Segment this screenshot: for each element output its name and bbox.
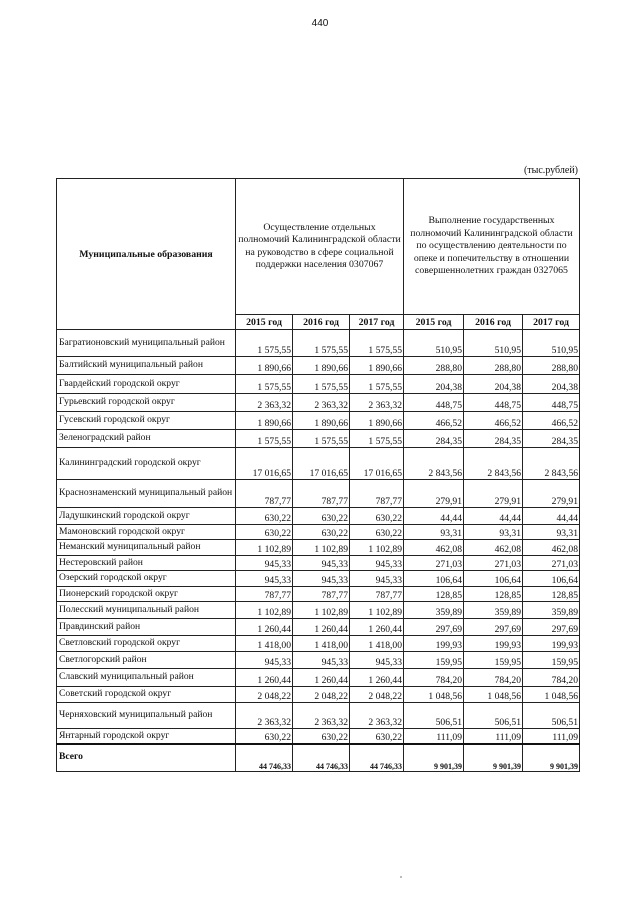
value-cell: 630,22 xyxy=(293,525,350,540)
value-cell: 159,95 xyxy=(404,652,464,669)
table-row xyxy=(57,357,580,375)
municipality-name: Славский муниципальный район xyxy=(57,669,236,687)
value-cell: 787,77 xyxy=(293,480,350,508)
value-cell: 279,91 xyxy=(523,480,580,508)
municipality-name: Балтийский муниципальный район xyxy=(57,357,236,375)
municipality-name: Янтарный городской округ xyxy=(57,729,236,744)
units-label: (тыс.рублей) xyxy=(523,165,578,176)
table-body xyxy=(57,330,580,744)
value-cell: 284,35 xyxy=(464,430,523,448)
value-cell: 630,22 xyxy=(236,729,293,744)
municipality-name: Багратионовский муниципальный район xyxy=(57,330,236,357)
value-cell: 945,33 xyxy=(236,571,293,587)
value-cell: 93,31 xyxy=(523,525,580,540)
value-cell: 1 102,89 xyxy=(293,540,350,556)
value-cell: 2 363,32 xyxy=(293,703,350,729)
value-cell: 506,51 xyxy=(404,703,464,729)
value-cell: 630,22 xyxy=(293,729,350,744)
municipality-name: Зеленоградский район xyxy=(57,430,236,448)
value-cell: 288,80 xyxy=(404,357,464,375)
value-cell: 1 102,89 xyxy=(293,602,350,619)
municipality-name: Гурьевский городской округ xyxy=(57,394,236,412)
value-cell: 284,35 xyxy=(523,430,580,448)
value-cell: 1 102,89 xyxy=(350,602,404,619)
year-header: 2016 год xyxy=(464,315,523,330)
value-cell: 1 260,44 xyxy=(350,669,404,687)
table-row xyxy=(57,636,580,652)
total-label: Всего xyxy=(57,744,236,772)
year-header: 2015 год xyxy=(404,315,464,330)
municipality-name: Полесский муниципальный район xyxy=(57,602,236,619)
value-cell: 2 048,22 xyxy=(293,687,350,703)
value-cell: 1 575,55 xyxy=(236,430,293,448)
total-value: 9 901,39 xyxy=(523,744,580,772)
value-cell: 284,35 xyxy=(404,430,464,448)
value-cell: 297,69 xyxy=(404,619,464,636)
value-cell: 1 102,89 xyxy=(350,540,404,556)
value-cell: 111,09 xyxy=(523,729,580,744)
value-cell: 1 890,66 xyxy=(350,412,404,430)
table-row xyxy=(57,571,580,587)
value-cell: 2 363,32 xyxy=(236,703,293,729)
value-cell: 1 890,66 xyxy=(350,357,404,375)
municipality-name: Краснознаменский муниципальный район xyxy=(57,480,236,508)
value-cell: 159,95 xyxy=(523,652,580,669)
value-cell: 297,69 xyxy=(523,619,580,636)
table-row xyxy=(57,375,580,394)
value-cell: 510,95 xyxy=(404,330,464,357)
value-cell: 945,33 xyxy=(293,556,350,571)
value-cell: 359,89 xyxy=(523,602,580,619)
table-row xyxy=(57,556,580,571)
value-cell: 466,52 xyxy=(523,412,580,430)
municipality-name: Нестеровский район xyxy=(57,556,236,571)
value-cell: 945,33 xyxy=(236,556,293,571)
value-cell: 1 048,56 xyxy=(464,687,523,703)
value-cell: 93,31 xyxy=(404,525,464,540)
value-cell: 945,33 xyxy=(350,571,404,587)
value-cell: 945,33 xyxy=(350,556,404,571)
value-cell: 510,95 xyxy=(464,330,523,357)
value-cell: 297,69 xyxy=(464,619,523,636)
value-cell: 630,22 xyxy=(350,729,404,744)
header-group-guardianship: Выполнение государственных полномочий Калининградской области по осуществлению деятельности по опеке и попечительству в отношении совершеннолетних граждан 0327065 xyxy=(404,179,580,315)
value-cell: 93,31 xyxy=(464,525,523,540)
value-cell: 630,22 xyxy=(350,525,404,540)
value-cell: 128,85 xyxy=(523,587,580,602)
municipality-name: Гусевский городской округ xyxy=(57,412,236,430)
value-cell: 1 102,89 xyxy=(236,540,293,556)
value-cell: 1 260,44 xyxy=(236,669,293,687)
header-municipality: Муниципальные образования xyxy=(57,179,236,330)
value-cell: 111,09 xyxy=(464,729,523,744)
value-cell: 1 890,66 xyxy=(236,357,293,375)
value-cell: 128,85 xyxy=(404,587,464,602)
value-cell: 1 260,44 xyxy=(293,669,350,687)
municipality-name: Пионерский городской округ xyxy=(57,587,236,602)
value-cell: 784,20 xyxy=(523,669,580,687)
table-row xyxy=(57,412,580,430)
table-row xyxy=(57,602,580,619)
table-header-row xyxy=(57,179,580,315)
value-cell: 1 575,55 xyxy=(293,375,350,394)
value-cell: 271,03 xyxy=(404,556,464,571)
value-cell: 17 016,65 xyxy=(293,448,350,480)
municipality-name: Светловский городской округ xyxy=(57,636,236,652)
municipality-name: Светлогорский район xyxy=(57,652,236,669)
municipality-name: Советский городской округ xyxy=(57,687,236,703)
value-cell: 1 260,44 xyxy=(236,619,293,636)
value-cell: 159,95 xyxy=(464,652,523,669)
value-cell: 44,44 xyxy=(464,508,523,525)
table-row xyxy=(57,430,580,448)
year-header: 2017 год xyxy=(350,315,404,330)
municipality-name: Озерский городской округ xyxy=(57,571,236,587)
value-cell: 44,44 xyxy=(404,508,464,525)
value-cell: 784,20 xyxy=(404,669,464,687)
value-cell: 199,93 xyxy=(404,636,464,652)
value-cell: 787,77 xyxy=(293,587,350,602)
value-cell: 204,38 xyxy=(404,375,464,394)
subvention-table xyxy=(56,178,580,772)
value-cell: 1 418,00 xyxy=(350,636,404,652)
value-cell: 784,20 xyxy=(464,669,523,687)
municipality-name: Ладушкинский городской округ xyxy=(57,508,236,525)
table-row xyxy=(57,330,580,357)
value-cell: 2 363,32 xyxy=(350,703,404,729)
value-cell: 506,51 xyxy=(523,703,580,729)
header-group-social-support: Осуществление отдельных полномочий Калининградской области на руководство в сфере социальной поддержки населения 0307067 xyxy=(236,179,404,315)
value-cell: 359,89 xyxy=(404,602,464,619)
value-cell: 1 890,66 xyxy=(293,412,350,430)
value-cell: 2 843,56 xyxy=(464,448,523,480)
value-cell: 359,89 xyxy=(464,602,523,619)
municipality-name: Правдинский район xyxy=(57,619,236,636)
value-cell: 271,03 xyxy=(464,556,523,571)
table-row xyxy=(57,525,580,540)
table-row xyxy=(57,480,580,508)
total-value: 44 746,33 xyxy=(236,744,293,772)
total-value: 44 746,33 xyxy=(350,744,404,772)
value-cell: 17 016,65 xyxy=(350,448,404,480)
value-cell: 787,77 xyxy=(236,587,293,602)
value-cell: 1 418,00 xyxy=(236,636,293,652)
value-cell: 630,22 xyxy=(236,508,293,525)
table-row xyxy=(57,669,580,687)
value-cell: 1 418,00 xyxy=(293,636,350,652)
value-cell: 462,08 xyxy=(404,540,464,556)
table-row xyxy=(57,508,580,525)
table-row xyxy=(57,729,580,744)
value-cell: 945,33 xyxy=(350,652,404,669)
year-header: 2017 год xyxy=(523,315,580,330)
value-cell: 44,44 xyxy=(523,508,580,525)
municipality-name: Неманский муниципальный район xyxy=(57,540,236,556)
page-number: 440 xyxy=(311,18,329,29)
value-cell: 199,93 xyxy=(464,636,523,652)
value-cell: 279,91 xyxy=(404,480,464,508)
value-cell: 2 843,56 xyxy=(523,448,580,480)
value-cell: 1 260,44 xyxy=(293,619,350,636)
value-cell: 506,51 xyxy=(464,703,523,729)
year-header: 2016 год xyxy=(293,315,350,330)
value-cell: 1 575,55 xyxy=(350,330,404,357)
table-row xyxy=(57,448,580,480)
total-row xyxy=(57,744,580,772)
table-row xyxy=(57,619,580,636)
scan-speck xyxy=(400,876,402,878)
value-cell: 2 048,22 xyxy=(236,687,293,703)
value-cell: 1 575,55 xyxy=(350,430,404,448)
value-cell: 787,77 xyxy=(350,480,404,508)
value-cell: 128,85 xyxy=(464,587,523,602)
total-value: 9 901,39 xyxy=(404,744,464,772)
municipality-name: Черняховский муниципальный район xyxy=(57,703,236,729)
value-cell: 462,08 xyxy=(464,540,523,556)
value-cell: 787,77 xyxy=(236,480,293,508)
value-cell: 106,64 xyxy=(464,571,523,587)
value-cell: 2 363,32 xyxy=(236,394,293,412)
value-cell: 462,08 xyxy=(523,540,580,556)
value-cell: 466,52 xyxy=(404,412,464,430)
value-cell: 271,03 xyxy=(523,556,580,571)
total-value: 9 901,39 xyxy=(464,744,523,772)
value-cell: 106,64 xyxy=(523,571,580,587)
value-cell: 279,91 xyxy=(464,480,523,508)
value-cell: 448,75 xyxy=(404,394,464,412)
value-cell: 2 363,32 xyxy=(293,394,350,412)
table-row xyxy=(57,703,580,729)
year-header: 2015 год xyxy=(236,315,293,330)
value-cell: 288,80 xyxy=(523,357,580,375)
value-cell: 1 048,56 xyxy=(523,687,580,703)
value-cell: 448,75 xyxy=(464,394,523,412)
municipality-name: Мамоновский городской округ xyxy=(57,525,236,540)
value-cell: 1 575,55 xyxy=(236,375,293,394)
value-cell: 1 260,44 xyxy=(350,619,404,636)
value-cell: 630,22 xyxy=(293,508,350,525)
table-row xyxy=(57,540,580,556)
table-row xyxy=(57,687,580,703)
value-cell: 630,22 xyxy=(350,508,404,525)
municipality-name: Калининградский городской округ xyxy=(57,448,236,480)
value-cell: 448,75 xyxy=(523,394,580,412)
value-cell: 787,77 xyxy=(350,587,404,602)
value-cell: 1 048,56 xyxy=(404,687,464,703)
value-cell: 1 575,55 xyxy=(293,330,350,357)
value-cell: 945,33 xyxy=(293,652,350,669)
value-cell: 2 363,32 xyxy=(350,394,404,412)
value-cell: 1 575,55 xyxy=(350,375,404,394)
value-cell: 288,80 xyxy=(464,357,523,375)
value-cell: 510,95 xyxy=(523,330,580,357)
value-cell: 945,33 xyxy=(236,652,293,669)
value-cell: 2 843,56 xyxy=(404,448,464,480)
value-cell: 204,38 xyxy=(523,375,580,394)
value-cell: 1 102,89 xyxy=(236,602,293,619)
total-value: 44 746,33 xyxy=(293,744,350,772)
value-cell: 2 048,22 xyxy=(350,687,404,703)
table-row xyxy=(57,394,580,412)
value-cell: 466,52 xyxy=(464,412,523,430)
value-cell: 1 890,66 xyxy=(293,357,350,375)
value-cell: 204,38 xyxy=(464,375,523,394)
value-cell: 630,22 xyxy=(236,525,293,540)
municipality-name: Гвардейский городской округ xyxy=(57,375,236,394)
value-cell: 945,33 xyxy=(293,571,350,587)
table-row xyxy=(57,587,580,602)
value-cell: 111,09 xyxy=(404,729,464,744)
value-cell: 1 890,66 xyxy=(236,412,293,430)
table-row xyxy=(57,652,580,669)
value-cell: 199,93 xyxy=(523,636,580,652)
value-cell: 17 016,65 xyxy=(236,448,293,480)
value-cell: 106,64 xyxy=(404,571,464,587)
value-cell: 1 575,55 xyxy=(293,430,350,448)
value-cell: 1 575,55 xyxy=(236,330,293,357)
